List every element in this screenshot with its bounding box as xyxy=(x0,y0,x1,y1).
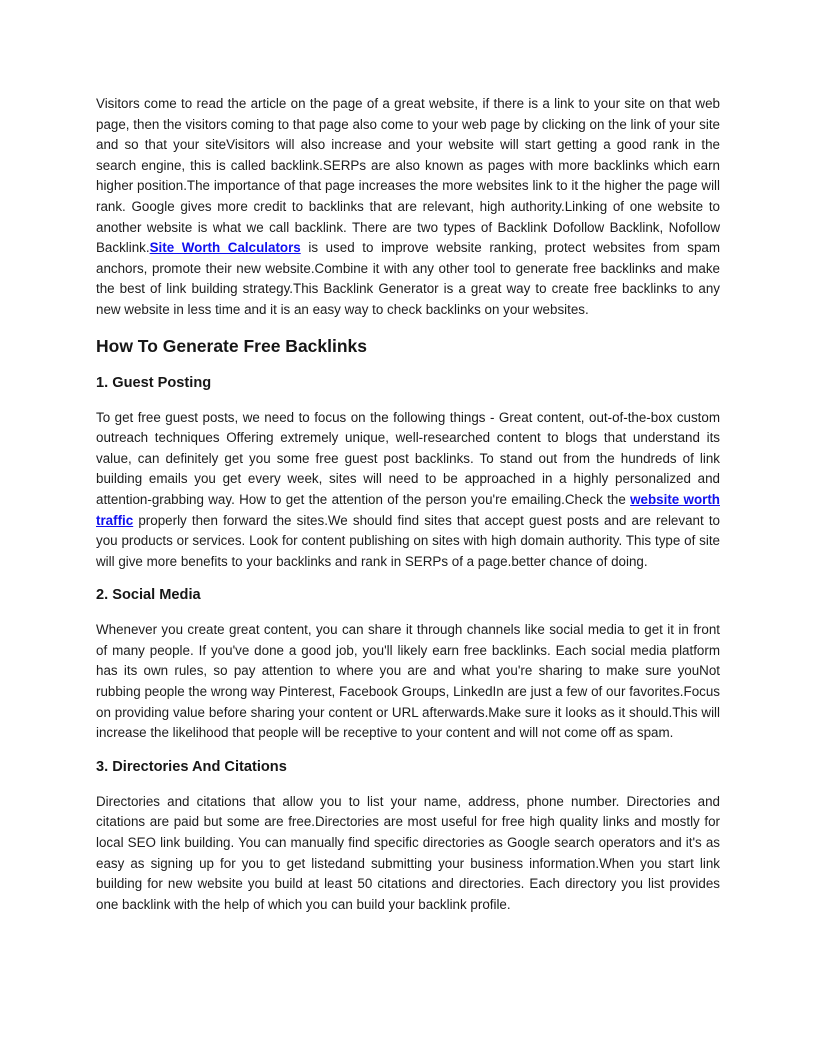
section-title-guest-posting: 1. Guest Posting xyxy=(96,374,212,391)
intro-paragraph xyxy=(96,94,724,321)
guest-posting-text-after-link: properly then forward the sites.We should find sites that accept guest posts and are relevant to you products or services. Look for content publishing on sites with high domain authority. This type of site will give more benefits to your backlinks and rank in SERPs of a page.better chance of doing. xyxy=(96,512,724,569)
website-worth-traffic-link[interactable]: website worth traffic xyxy=(96,491,720,528)
directories-citations-paragraph: Directories and citations that allow you to list your name, address, phone number. Directories and citations are paid but some are free.Directories are most useful for free high quality links and mostly for local SEO link building. You can manually find specific directories as Google search operators and it's as easy as signing up for you to get listedand submitting your business information.When you start link building for new website you build at least 50 citations and directories. Each directory you list provides one backlink with the help of which you can build your backlink profile. xyxy=(96,793,720,912)
guest-posting-paragraph xyxy=(96,408,724,573)
social-media-paragraph: Whenever you create great content, you can share it through channels like social media to get it in front of many people. If you've done a good job, you'll likely earn free backlinks. Each social media platform has its own rules, so pay attention to where you are and what you're sharing to make sure youNot rubbing people the wrong way Pinterest, Facebook Groups, LinkedIn are just a few of our favorites.Focus on providing value before sharing your content or URL afterwards.Make sure it looks as it should.This will increase the likelihood that people will be receptive to your content and will not come off as spam. xyxy=(96,622,720,741)
intro-text-after-link: is used to improve website ranking, protect websites from spam anchors, promote their new website.Combine it with any other tool to generate free backlinks and make the best of link building strategy.This Backlink Generator is a great way to create free backlinks to any new website in less time and it is an easy way to check backlinks on your websites. xyxy=(96,240,724,317)
site-worth-calculators-link[interactable]: Site Worth Calculators xyxy=(149,240,301,256)
page-title: How To Generate Free Backlinks xyxy=(96,335,368,356)
guest-posting-text-before-link: To get free guest posts, we need to focus on the following things - Great content, out-of-the-box custom outreach techniques Offering extremely unique, well-researched content to blogs that understand its value, can definitely get you some free guest post backlinks. To stand out from the hundreds of link building emails you get every week, sites will need to be approached in a highly personalized and attention-grabbing way. How to get the attention of the person you're emailing.Check the xyxy=(96,409,724,507)
section-title-social-media: 2. Social Media xyxy=(96,587,201,604)
section-title-directories-citations: 3. Directories And Citations xyxy=(96,758,287,775)
intro-text-before-link: Visitors come to read the article on the page of a great website, if there is a link to your site on that web page, then the visitors coming to that page also come to your web page by clicking on the link of your site and so that your siteVisitors will also increase and your website will start getting a good rank in the search engine, this is called backlink.SERPs are also known as pages with more backlinks which earn higher position.The importance of that page increases the more websites link to it the higher the page will rank. Google gives more credit to backlinks that are relevant, high authority.Linking of one website to another website is what we call backlink. There are two types of Backlink Dofollow Backlink, Nofollow Backlink. xyxy=(96,96,724,256)
